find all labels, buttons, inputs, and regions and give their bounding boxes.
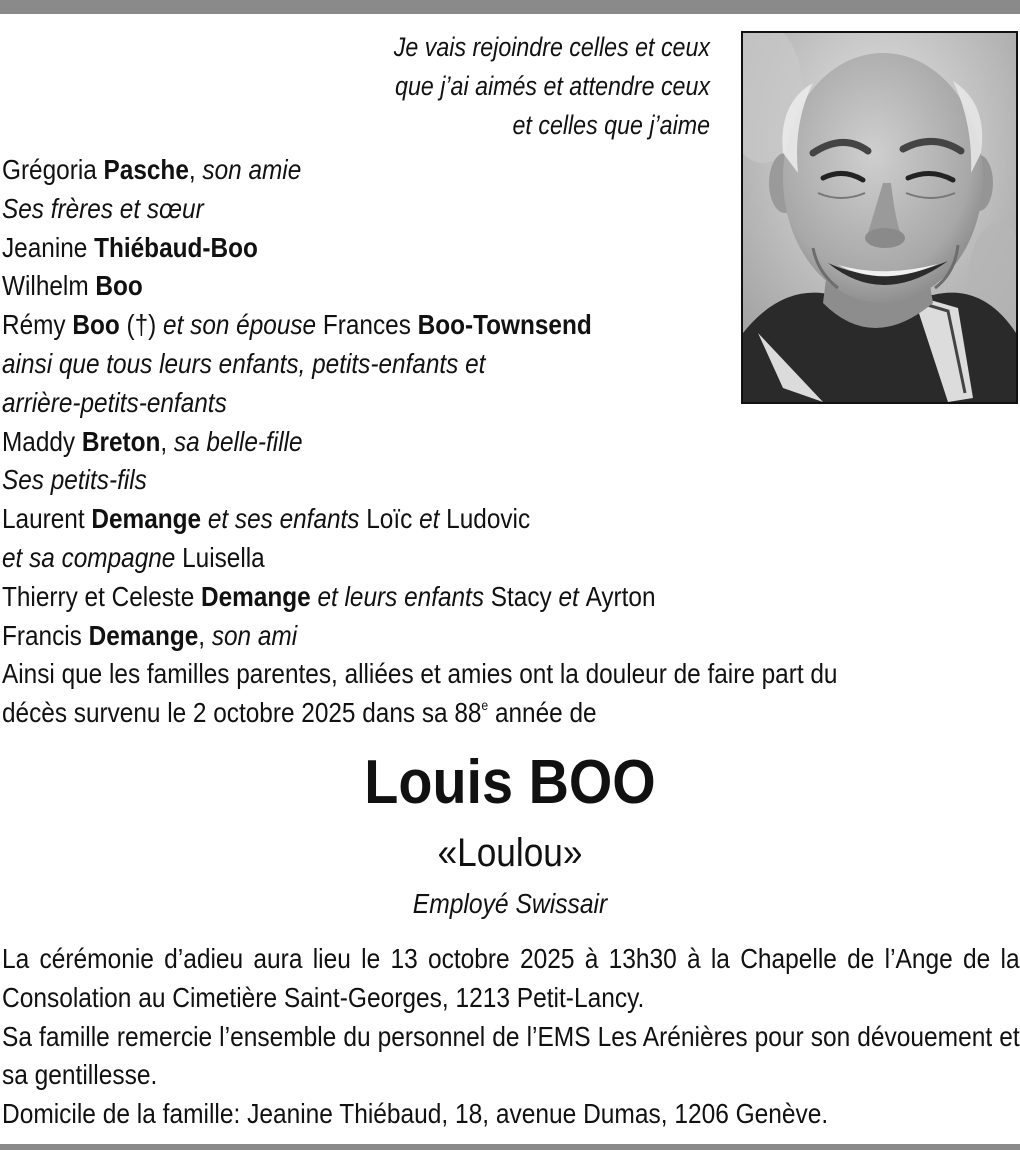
ceremony-details xyxy=(2,940,1020,1134)
surname: Demange xyxy=(88,619,199,651)
first-name: Jeanine xyxy=(2,231,95,263)
announcement-text: décès survenu le 2 octobre 2025 dans sa 88 xyxy=(2,697,482,729)
bottom-rule xyxy=(0,1144,1020,1150)
surname: Demange xyxy=(201,580,311,612)
surname: Demange xyxy=(91,503,202,535)
thanks-paragraph: Sa famille remercie l’ensemble du personnel de l’EMS Les Arénières pour son dévouement et sa gentillesse. xyxy=(2,1020,1020,1091)
first-name: Ayrton xyxy=(585,580,656,612)
first-name: Grégoria xyxy=(2,154,104,185)
family-line xyxy=(2,190,1011,229)
ceremony-paragraph: La cérémonie d’adieu aura lieu le 13 octobre 2025 à 13h30 à la Chapelle de l’Ange de la Consolation au Cimetière Saint-Georges, 1213 Petit-Lancy. xyxy=(2,943,1020,1013)
quote-line: Je vais rejoindre celles et ceux xyxy=(393,32,710,62)
first-name: Ludovic xyxy=(446,503,531,535)
first-name: Francis xyxy=(2,619,89,651)
relation: son amie xyxy=(202,154,302,185)
surname: Boo xyxy=(72,309,120,341)
announcement-text: année de xyxy=(488,697,597,729)
quote-line: que j’ai aimés et attendre ceux xyxy=(395,71,710,101)
family-line xyxy=(2,578,1011,617)
relation: sa belle-fille xyxy=(173,425,303,457)
announcement-line: Ainsi que les familles parentes, alliées et amies ont la douleur de faire part du xyxy=(2,658,838,690)
family-list xyxy=(2,151,1011,733)
first-name: Maddy xyxy=(2,425,82,457)
family-line xyxy=(2,151,1011,190)
conjunction: et xyxy=(551,580,586,612)
family-line xyxy=(2,539,1011,578)
first-name: Laurent xyxy=(2,503,92,535)
deceased-nickname: «Loulou» xyxy=(437,831,583,875)
separator: , xyxy=(188,154,203,185)
surname: Breton xyxy=(81,425,161,457)
family-line xyxy=(2,267,1011,306)
relation: et leurs enfants xyxy=(310,580,491,612)
surname: Boo-Townsend xyxy=(417,309,592,341)
surname: Boo xyxy=(95,270,143,302)
top-rule xyxy=(0,0,1020,14)
relation: et sa compagne xyxy=(2,541,176,573)
relation: et son épouse xyxy=(163,309,317,341)
family-line xyxy=(2,500,1011,539)
family-line xyxy=(2,461,1011,500)
deceased-occupation: Employé Swissair xyxy=(412,888,608,919)
first-name: Wilhelm xyxy=(2,270,96,302)
ordinal-suffix: e xyxy=(481,697,489,714)
first-name: Thierry et Celeste xyxy=(2,580,202,612)
family-line xyxy=(2,229,1011,268)
deceased-name: Louis BOO xyxy=(364,748,656,817)
first-name: Stacy xyxy=(490,580,552,612)
first-name: Frances xyxy=(316,309,418,341)
family-line xyxy=(2,423,1011,462)
relation: Ses frères et sœur xyxy=(2,192,204,224)
first-name: Luisella xyxy=(175,541,265,573)
epigraph-quote xyxy=(280,28,710,145)
quote-line: et celles que j’aime xyxy=(512,110,710,140)
surname: Pasche xyxy=(103,154,189,185)
relation: et ses enfants xyxy=(201,503,367,535)
announcement-line xyxy=(2,694,1011,733)
relation: Ses petits-fils xyxy=(2,464,147,496)
relation: ainsi que tous leurs enfants, petits-enfants et xyxy=(2,347,486,379)
surname: Thiébaud-Boo xyxy=(94,231,258,263)
deceased-mark: (†) xyxy=(119,309,164,341)
conjunction: et xyxy=(412,503,447,535)
separator: , xyxy=(160,425,174,457)
family-line xyxy=(2,306,1011,345)
first-name: Loïc xyxy=(366,503,413,535)
separator: , xyxy=(198,619,212,651)
relation: arrière-petits-enfants xyxy=(2,386,227,418)
relation: son ami xyxy=(211,619,298,651)
first-name: Rémy xyxy=(2,309,73,341)
family-line xyxy=(2,345,1011,384)
family-line xyxy=(2,384,1011,423)
family-address: Domicile de la famille: Jeanine Thiébaud, 18, avenue Dumas, 1206 Genève. xyxy=(2,1098,829,1130)
family-line xyxy=(2,617,1011,656)
